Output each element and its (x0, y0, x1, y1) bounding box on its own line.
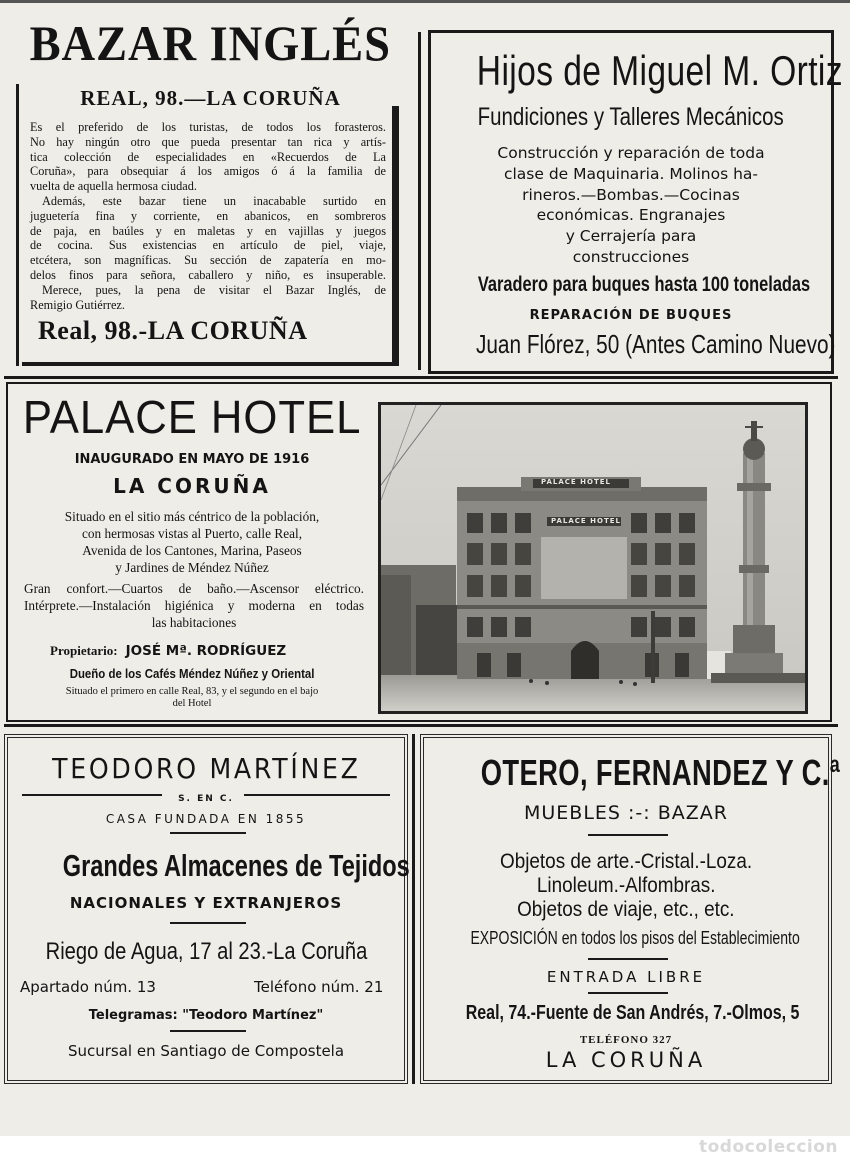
palace-owner-line: Dueño de los Cafés Méndez Núñez y Oriental (69, 666, 315, 681)
otero-fernandez-ad (420, 734, 841, 1084)
teodoro-address: Riego de Agua, 17 al 23.-La Coruña (45, 938, 367, 965)
bazar-address-bottom: Real, 98.-LA CORUÑA (38, 316, 308, 345)
palace-body-line: Situado en el sitio más céntrico de la población, (64, 509, 320, 524)
teodoro-founded: CASA FUNDADA EN 1855 (105, 812, 307, 826)
teodoro-rule-short-1 (170, 832, 246, 834)
palace-cafes-note-line: del Hotel (172, 698, 212, 709)
ortiz-body-line: económicas. Engranajes (536, 206, 726, 225)
palace-owner-name: JOSÉ Mª. RODRÍGUEZ (125, 643, 287, 659)
palace-comfort (24, 580, 364, 631)
otero-address: Real, 74.-Fuente de San Andrés, 7.-Olmos, 5 (465, 1002, 800, 1024)
teodoro-headline: Grandes Almacenes de Tejidos (62, 848, 410, 883)
palace-hotel-photo-illustration (381, 405, 805, 711)
teodoro-company: S. EN C. (178, 794, 234, 804)
watermark-logo: todocoleccion (698, 1137, 838, 1157)
bazar-body-line: tica colección de especialidades en «Recuerdos de La (30, 149, 386, 164)
ortiz-address: Juan Flórez, 50 (Antes Camino Nuevo) (475, 329, 836, 359)
ortiz-body-line: rineros.—Bombas.—Cocinas (522, 185, 740, 204)
palace-body-line: y Jardines de Méndez Núñez (115, 560, 269, 575)
teodoro-title: TEODORO MARTÍNEZ (51, 752, 361, 785)
top-row-divider (418, 32, 421, 370)
ortiz-reparacion: REPARACIÓN DE BUQUES (529, 308, 733, 323)
bazar-bottom-rule (22, 362, 399, 366)
bazar-body-line: delos finos para señora, caballero y niño, es insuperable. (30, 267, 386, 282)
otero-city: LA CORUÑA (545, 1048, 707, 1072)
bazar-body-line: de paja, en baúles y en maletas y en vajillas y juegos (30, 223, 386, 238)
ortiz-body-line: construcciones (572, 247, 690, 266)
bazar-title: BAZAR INGLÉS (29, 15, 392, 71)
teodoro-telegramas: Telegramas: "Teodoro Martínez" (88, 1008, 324, 1023)
bottom-row-divider (412, 734, 415, 1084)
teodoro-sub: NACIONALES Y EXTRANJEROS (69, 894, 343, 912)
palace-comfort-line: Gran confort.—Cuartos de baño.—Ascensor eléctrico. (24, 581, 364, 596)
bazar-body-line: juguetería fina y corriente, en abanicos, en sombreros (30, 208, 386, 223)
otero-rule-1 (588, 834, 668, 836)
bazar-right-rule (392, 106, 399, 364)
bazar-body-line: Es el preferido de los turistas, de todos los forasteros. (30, 120, 386, 134)
otero-body-line: Objetos de arte.-Cristal.-Loza. (499, 850, 753, 873)
bazar-body-line: No hay ningún otro que pueda presentar tan rica y artís- (30, 134, 386, 149)
otero-exposicion: EXPOSICIÓN en todos los pisos del Establecimiento (470, 928, 800, 948)
otero-telefono: TELÉFONO 327 (579, 1034, 673, 1046)
separator-1 (4, 376, 838, 379)
page-top-edge (0, 0, 850, 3)
palace-body-line: Avenida de los Cantones, Marina, Paseos (82, 543, 302, 558)
palace-owner-label: Propietario: (50, 643, 118, 658)
separator-2 (4, 724, 838, 727)
otero-body-line: Linoleum.-Alfombras. (536, 874, 716, 897)
ortiz-title: Hijos de Miguel M. Ortiz (476, 47, 844, 94)
bazar-body-line: Remigio Gutiérrez. (30, 297, 125, 312)
bazar-body-line: Además, este bazar tiene un inacabable surtido en (42, 193, 386, 208)
otero-body (424, 850, 828, 922)
ortiz-body-line: y Cerrajería para (565, 227, 697, 246)
otero-body-line: Objetos de viaje, etc., etc. (517, 898, 735, 921)
otero-subtitle: MUEBLES :-: BAZAR (524, 802, 728, 824)
bazar-body-line: etcétera, son magníficas. Su sección de zapatería en mo- (30, 253, 386, 268)
bazar-left-rule (16, 84, 19, 366)
otero-rule-3 (588, 992, 668, 994)
palace-cafes-note-line: Situado el primero en calle Real, 83, y el segundo en el bajo (65, 686, 319, 697)
teodoro-rule-short-3 (170, 1030, 246, 1032)
palace-body-line: con hermosas vistas al Puerto, calle Real, (81, 526, 303, 541)
palace-body (8, 508, 376, 576)
teodoro-apartado: Apartado núm. 13 (20, 978, 156, 996)
ortiz-body-line: Construcción y reparación de toda (497, 144, 765, 162)
ortiz-subtitle: Fundiciones y Talleres Mecánicos (477, 103, 785, 131)
bazar-body-line: vuelta de aquella hermosa ciudad. (30, 179, 197, 194)
palace-comfort-line: Intérprete.—Instalación higiénica y moderna en todas (24, 598, 364, 613)
teodoro-martinez-ad (4, 734, 408, 1084)
photo-sign-top: PALACE HOTEL (541, 478, 611, 486)
ortiz-body (431, 143, 831, 268)
bazar-body-line: Coruña», para obsequiar á los amigos ó á la familia de (30, 164, 386, 179)
teodoro-telefono: Teléfono núm. 21 (254, 978, 384, 996)
otero-entrada: ENTRADA LIBRE (546, 968, 706, 986)
otero-rule-2 (588, 958, 668, 960)
palace-comfort-line: las habitaciones (151, 615, 237, 630)
palace-hotel-photo (378, 402, 808, 714)
teodoro-rule-short-2 (170, 922, 246, 924)
bazar-body-line: de cocina. Sus existencias en artículo de piel, viaje, (30, 238, 386, 253)
bazar-body-line: Merece, pues, la pena de visitar el Bazar Inglés, de (42, 282, 386, 297)
teodoro-sucursal: Sucursal en Santiago de Compostela (67, 1042, 345, 1060)
palace-inaugurated: INAUGURADO EN MAYO DE 1916 (74, 452, 310, 467)
bazar-ingles-ad (8, 14, 413, 372)
otero-title: OTERO, FERNANDEZ Y C.ª (480, 752, 841, 793)
palace-hotel-ad (6, 382, 832, 722)
ortiz-ad (428, 30, 844, 374)
bazar-body (30, 120, 386, 312)
palace-cafes-note (8, 686, 376, 710)
ortiz-body-line: clase de Maquinaria. Molinos ha- (503, 164, 759, 183)
bazar-address-top: REAL, 98.—LA CORUÑA (80, 86, 341, 110)
photo-sign-mid: PALACE HOTEL (551, 517, 621, 525)
palace-city: LA CORUÑA (113, 474, 271, 498)
palace-title: PALACE HOTEL (22, 391, 362, 443)
ortiz-varadero: Varadero para buques hasta 100 toneladas (477, 273, 811, 296)
